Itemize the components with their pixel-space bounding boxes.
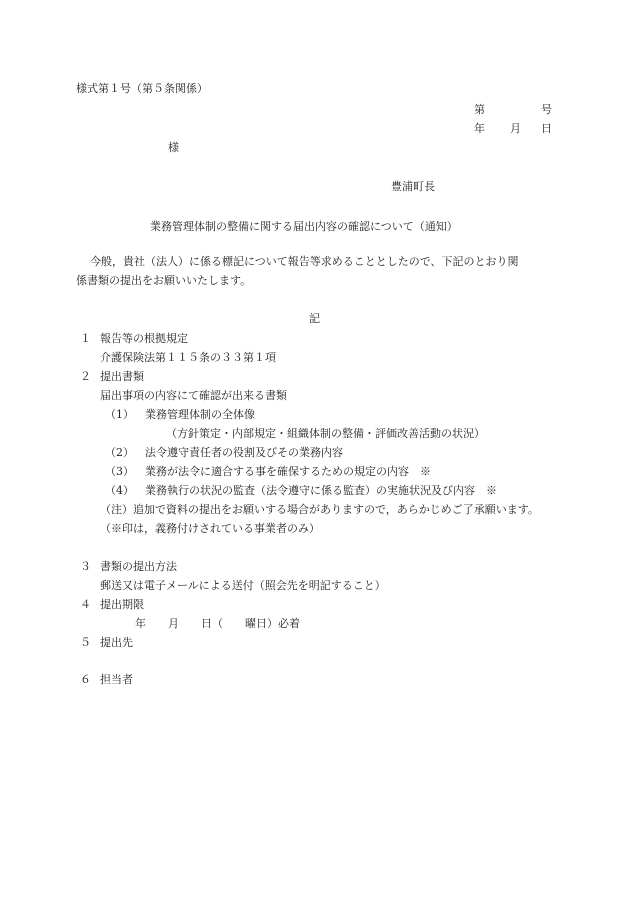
form-label: 様式第１号（第５条関係） <box>76 82 208 95</box>
document-title: 業務管理体制の整備に関する届出内容の確認について（通知） <box>150 220 458 233</box>
doc-number-dai: 第 <box>474 103 485 116</box>
item-1-text: 業務管理体制の全体像 <box>145 408 255 421</box>
date-year: 年 <box>474 122 485 135</box>
section-3-number: ３ <box>80 560 91 573</box>
body-text-line-2: 係書類の提出をお願いいたします。 <box>76 274 252 287</box>
date-day: 日 <box>541 122 552 135</box>
item-4-text: 業務執行の状況の監査（法令遵守に係る監査）の実施状況及び内容 ※ <box>145 484 497 497</box>
section-4-heading: 提出期限 <box>100 598 144 611</box>
section-2-heading: 提出書類 <box>100 370 144 383</box>
body-text-line-1: 今般，貴社（法人）に係る標記について報告等求めることとしたので、下記のとおり関 <box>90 255 519 268</box>
item-1-label: （1） <box>105 408 134 421</box>
item-2-label: （2） <box>105 446 134 459</box>
doc-number-go: 号 <box>541 103 552 116</box>
section-3-heading: 書類の提出方法 <box>100 560 177 573</box>
date-month: 月 <box>510 122 521 135</box>
ki-heading: 記 <box>309 312 320 325</box>
note-required-operators: （※印は，義務付けされている事業者のみ） <box>100 522 320 535</box>
section-6-number: ６ <box>80 673 91 686</box>
section-2-number: ２ <box>80 370 91 383</box>
addressee-suffix: 様 <box>168 141 179 154</box>
section-5-heading: 提出先 <box>100 636 133 649</box>
sender: 豊浦町長 <box>391 180 435 193</box>
section-1-heading: 報告等の根拠規定 <box>100 332 188 345</box>
section-2-line: 届出事項の内容にて確認が出来る書類 <box>100 389 287 402</box>
note-additional-documents: （注）追加で資料の提出をお願いする場合がありますので，あらかじめご了承願います。 <box>100 503 539 516</box>
item-4-label: （4） <box>105 484 134 497</box>
section-1-line: 介護保険法第１１５条の３３第１項 <box>100 351 276 364</box>
item-3-label: （3） <box>105 465 134 478</box>
section-4-deadline: 年 月 日（ 曜日）必着 <box>135 617 300 630</box>
item-2-text: 法令遵守責任者の役割及びその業務内容 <box>145 446 343 459</box>
section-4-number: ４ <box>80 598 91 611</box>
section-1-number: １ <box>80 332 91 345</box>
section-5-number: ５ <box>80 636 91 649</box>
section-3-line: 郵送又は電子メールによる送付（照会先を明記すること） <box>100 579 386 592</box>
item-1-sub: （方針策定・内部規定・組織体制の整備・評価改善活動の状況） <box>166 427 485 440</box>
item-3-text: 業務が法令に適合する事を確保するための規定の内容 ※ <box>145 465 431 478</box>
section-6-heading: 担当者 <box>100 673 133 686</box>
